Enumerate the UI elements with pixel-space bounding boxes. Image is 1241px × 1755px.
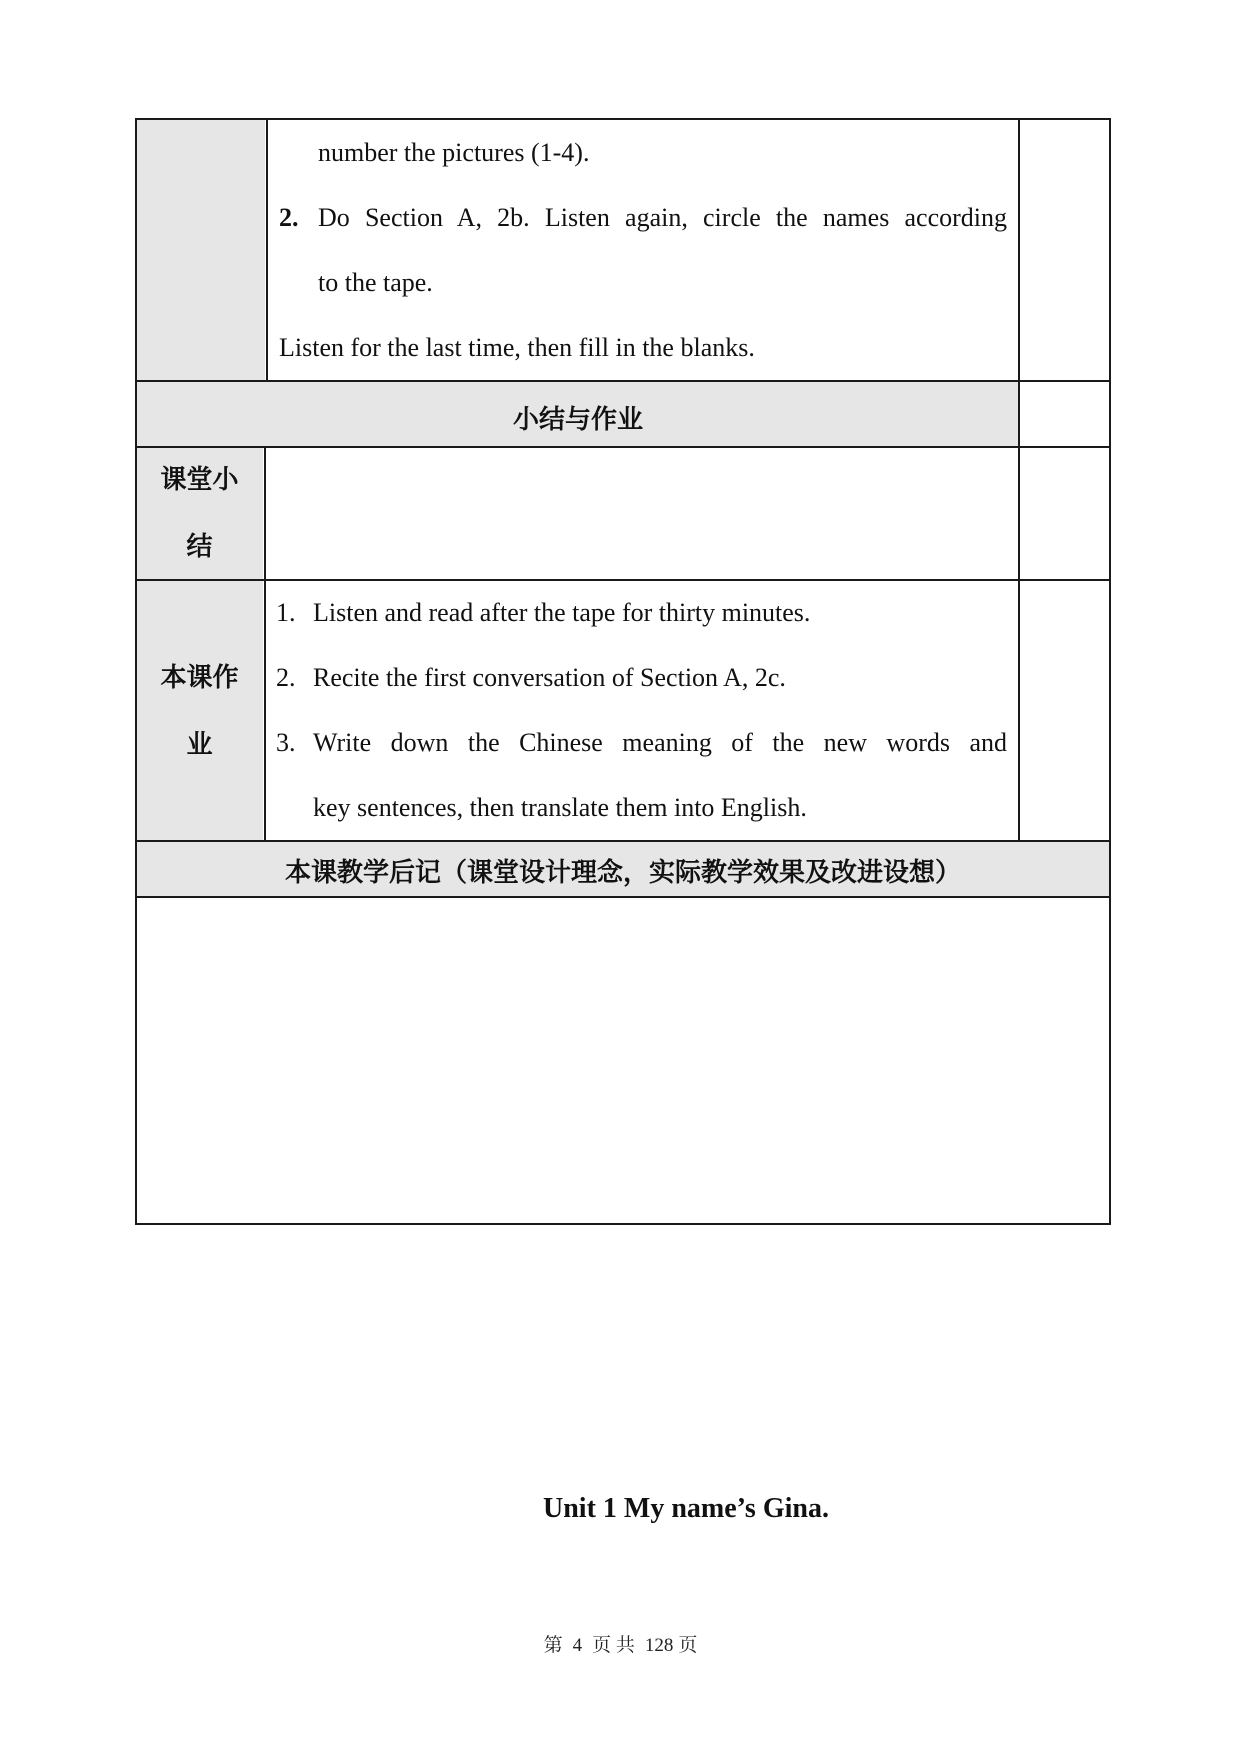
homework-label-cell — [136, 579, 263, 840]
reflection-header: 本课教学后记（课堂设计理念，实际教学效果及改进设想） — [284, 858, 961, 888]
homework-label-1: 本课作 — [160, 663, 239, 693]
footer-middle: 页 共 — [592, 1635, 635, 1656]
homework-number-1: 1. — [276, 598, 296, 627]
continued-line-1: number the pictures (1-4). — [318, 138, 590, 167]
final-line: Listen for the last time, then fill in the blanks. — [279, 333, 755, 362]
page-footer — [0, 1630, 1241, 1657]
homework-text-1: Listen and read after the tape for thirty minutes. — [313, 598, 811, 627]
column-divider — [264, 446, 266, 841]
table-border-right — [1109, 118, 1111, 1224]
item-2-line-2: to the tape. — [318, 268, 433, 297]
column-divider — [266, 118, 268, 381]
table-border-bottom — [135, 1223, 1111, 1225]
homework-number-2: 2. — [276, 663, 296, 692]
homework-label-2: 业 — [186, 730, 213, 760]
item-2-line-1: Do Section A, 2b. Listen again, circle the names according — [318, 203, 1007, 232]
class-summary-label-2: 结 — [186, 532, 213, 562]
table-border — [135, 840, 1111, 842]
item-2-number: 2. — [279, 203, 299, 232]
table-border — [135, 896, 1111, 898]
unit-title: Unit 1 My name’s Gina. — [543, 1493, 829, 1524]
summary-section-header: 小结与作业 — [512, 405, 643, 435]
footer-suffix: 页 — [678, 1635, 698, 1656]
table-border — [135, 380, 1111, 382]
column-divider — [1018, 118, 1020, 841]
footer-prefix: 第 — [543, 1635, 563, 1656]
table-border — [135, 446, 1111, 448]
homework-number-3: 3. — [276, 728, 296, 757]
reflection-content[interactable] — [150, 912, 1090, 1202]
footer-total-pages: 128 — [644, 1635, 674, 1656]
homework-text-3-continuation: key sentences, then translate them into English. — [313, 793, 807, 822]
class-summary-label-1: 课堂小 — [160, 465, 239, 495]
class-summary-content[interactable] — [276, 465, 1006, 565]
homework-text-3: Write down the Chinese meaning of the new words and — [313, 728, 1007, 757]
table-border-top — [135, 118, 1111, 120]
footer-page-number: 4 — [572, 1635, 583, 1656]
homework-text-2: Recite the first conversation of Section A, 2c. — [313, 663, 786, 692]
table-border — [135, 579, 1111, 581]
left-gray-cell — [136, 119, 265, 380]
